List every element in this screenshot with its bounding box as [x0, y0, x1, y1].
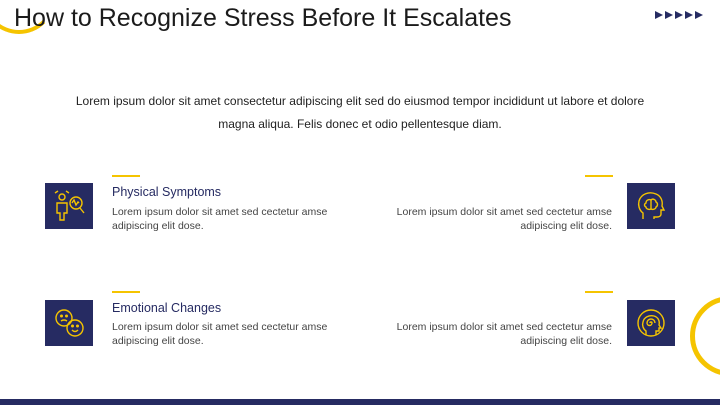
accent-bar [112, 291, 140, 293]
item-description: Lorem ipsum dolor sit amet sed cectetur amse adipiscing elit dose. [112, 321, 328, 347]
slide-title: How to Recognize Stress Before It Escalates [14, 4, 512, 32]
icon-tile [45, 183, 93, 229]
item-description: Lorem ipsum dolor sit amet sed cectetur amse adipiscing elit dose. [112, 206, 328, 232]
accent-bar [585, 175, 613, 177]
footer-bar [0, 399, 720, 405]
icon-tile [45, 300, 93, 346]
head-spiral-icon [634, 306, 668, 340]
item-description: Lorem ipsum dolor sit amet sed cectetur amse adipiscing elit dose. [396, 321, 612, 347]
item-title: Emotional Changes [112, 301, 222, 315]
item-title: Physical Symptoms [112, 185, 222, 199]
accent-bar [112, 175, 140, 177]
accent-bar [585, 291, 613, 293]
arrow-chevrons-icon [655, 11, 703, 19]
icon-tile [627, 300, 675, 346]
body-scan-icon [52, 189, 86, 223]
brain-head-icon [634, 189, 668, 223]
intro-paragraph: Lorem ipsum dolor sit amet consectetur adipiscing elit sed do eiusmod tempor incididunt ut labore et dolore magna aliqua. Felis donec et odio pellentesque diam. [75, 94, 645, 131]
item-description: Lorem ipsum dolor sit amet sed cectetur amse adipiscing elit dose. [396, 206, 612, 232]
emotion-faces-icon [52, 306, 86, 340]
icon-tile [627, 183, 675, 229]
decorative-circle-bottom-right [690, 296, 720, 376]
